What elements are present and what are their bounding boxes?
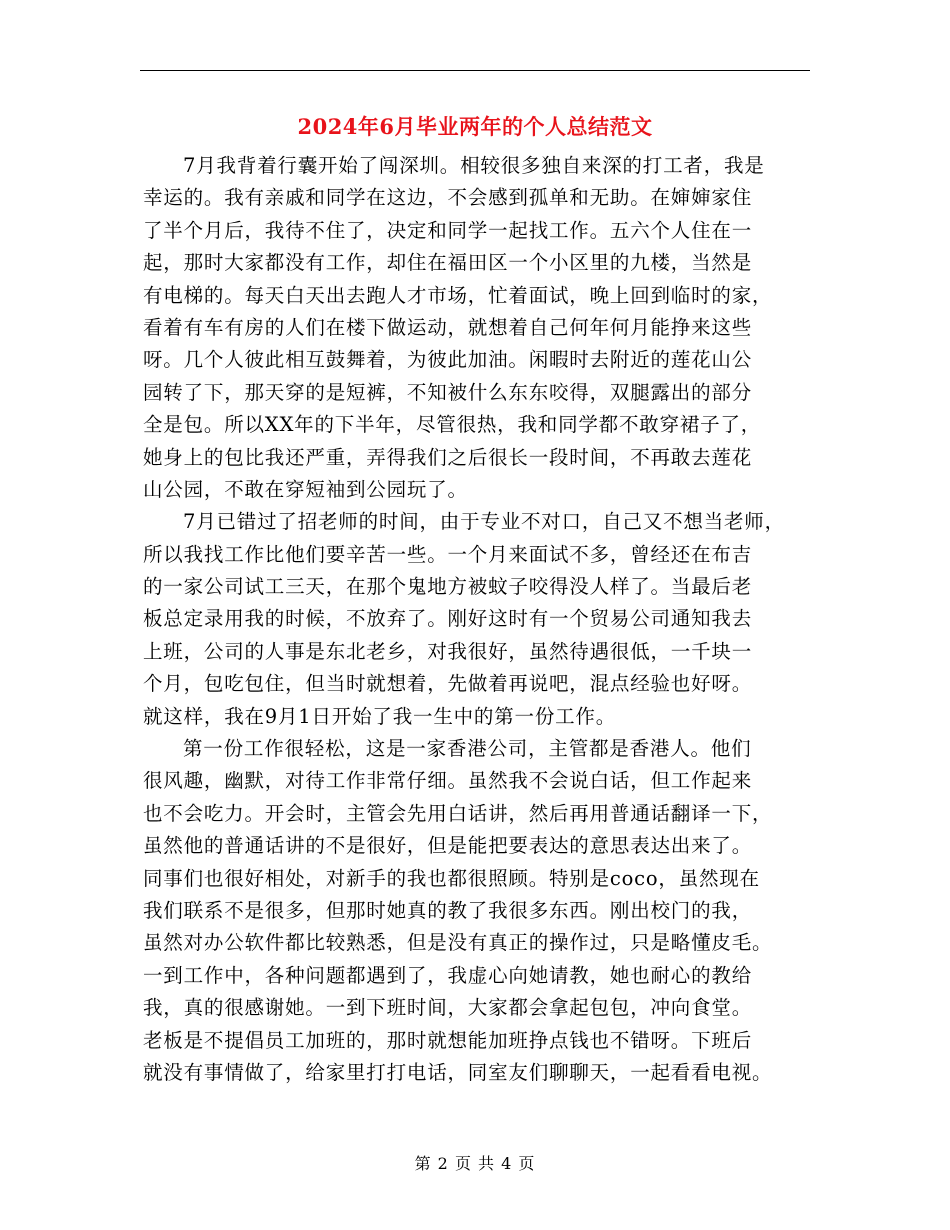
paragraph-1-line: 起，那时大家都没有工作，却住在福田区一个小区里的九楼，当然是 (143, 251, 753, 275)
paragraph-3-line: 第一份工作很轻松，这是一家香港公司，主管都是香港人。他们 (183, 737, 752, 761)
paragraph-2-line: 的一家公司试工三天，在那个鬼地方被蚊子咬得没人样了。当最后老 (143, 575, 753, 599)
paragraph-2-line: 所以我找工作比他们要辛苦一些。一个月来面试不多，曾经还在布吉 (143, 542, 753, 566)
paragraph-3-line: 就没有事情做了，给家里打打电话，同室友们聊聊天，一起看看电视。 (143, 1060, 773, 1084)
paragraph-2-line: 7月已错过了招老师的时间，由于专业不对口，自己又不想当老师， (183, 510, 785, 534)
paragraph-1-line: 园转了下，那天穿的是短裤，不知被什么东东咬得，双腿露出的部分 (143, 380, 753, 404)
paragraph-1-line: 看着有车有房的人们在楼下做运动，就想着自己何年何月能挣来这些 (143, 315, 753, 339)
paragraph-3-line: 也不会吃力。开会时，主管会先用白话讲，然后再用普通话翻译一下， (143, 801, 773, 825)
page-number: 第 2 页 共 4 页 (414, 1154, 536, 1173)
paragraph-1-line: 7月我背着行囊开始了闯深圳。相较很多独自来深的打工者，我是 (183, 154, 765, 177)
header-rule (140, 70, 810, 71)
paragraph-3-line: 虽然他的普通话讲的不是很好，但是能把要表达的意思表达出来了。 (143, 834, 753, 858)
paragraph-3-line: 老板是不提倡员工加班的，那时就想能加班挣点钱也不错呀。下班后 (143, 1028, 753, 1052)
paragraph-3-line: 我们联系不是很多，但那时她真的教了我很多东西。刚出校门的我， (143, 898, 753, 922)
paragraph-1-line: 呀。几个人彼此相互鼓舞着，为彼此加油。闲暇时去附近的莲花山公 (143, 348, 753, 372)
paragraph-1-line: 山公园，不敢在穿短袖到公园玩了。 (143, 477, 468, 501)
paragraph-1-line: 她身上的包比我还严重，弄得我们之后很长一段时间，不再敢去莲花 (143, 445, 753, 469)
paragraph-2-line: 就这样，我在9月1日开始了我一生中的第一份工作。 (143, 704, 617, 728)
paragraph-1-line: 有电梯的。每天白天出去跑人才市场，忙着面试，晚上回到临时的家， (143, 283, 773, 307)
document-body (143, 150, 833, 1089)
paragraph-2-line: 个月，包吃包住，但当时就想着，先做着再说吧，混点经验也好呀。 (143, 672, 753, 696)
paragraph-3-line: 虽然对办公软件都比较熟悉，但是没有真正的操作过，只是略懂皮毛。 (143, 931, 773, 955)
paragraph-1-line: 了半个月后，我待不住了，决定和同学一起找工作。五六个人住在一 (143, 218, 753, 242)
document-title: 2024年6月毕业两年的个人总结范文 (297, 114, 653, 139)
paragraph-1-line: 幸运的。我有亲戚和同学在这边，不会感到孤单和无助。在婶婶家住 (143, 186, 753, 210)
paragraph-2-line: 板总定录用我的时候，不放弃了。刚好这时有一个贸易公司通知我去 (143, 607, 753, 631)
paragraph-1-line: 全是包。所以XX年的下半年，尽管很热，我和同学都不敢穿裙子了， (143, 413, 762, 437)
paragraph-3-line: 同事们也很好相处，对新手的我也都很照顾。特别是coco，虽然现在 (143, 866, 760, 890)
paragraph-2-line: 上班，公司的人事是东北老乡，对我很好，虽然待遇很低，一千块一 (143, 639, 753, 663)
paragraph-3-line: 一到工作中，各种问题都遇到了，我虚心向她请教，她也耐心的教给 (143, 963, 753, 987)
paragraph-3-line: 很风趣，幽默，对待工作非常仔细。虽然我不会说白话，但工作起来 (143, 769, 753, 793)
paragraph-3-line: 我，真的很感谢她。一到下班时间，大家都会拿起包包，冲向食堂。 (143, 996, 753, 1020)
